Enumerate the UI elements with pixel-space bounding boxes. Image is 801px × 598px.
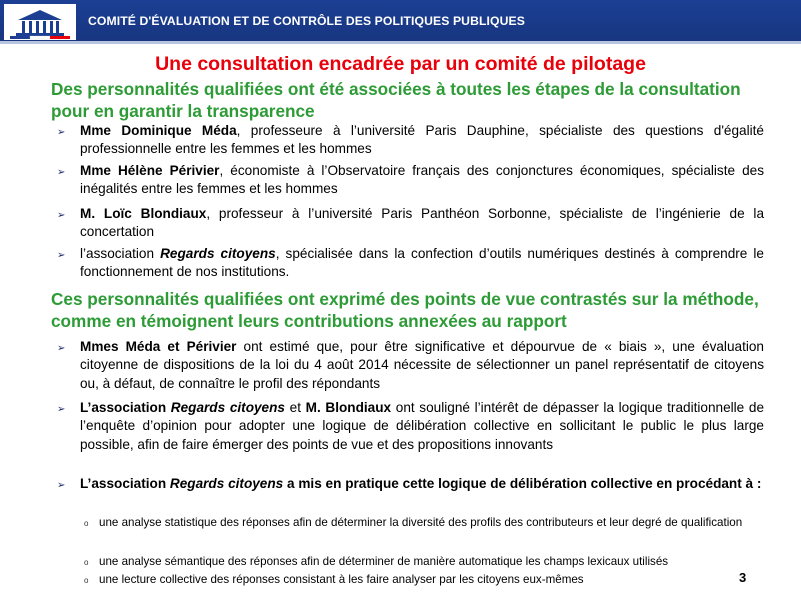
bullet-text: et: [284, 400, 306, 415]
sub-bullet-marker: o: [84, 576, 89, 585]
assemblee-nationale-logo-icon: [4, 4, 76, 40]
bullet-text: , spécialisée dans la confection d’outils numériques destinés à comprendre le fonctionnement de nos institutions.: [80, 246, 764, 280]
bullet-marker: ➢: [57, 167, 66, 178]
bullet-name: L’association: [80, 400, 171, 415]
bullet-text: L’association: [80, 476, 170, 491]
slide-header: [0, 0, 801, 44]
bullet-org: Regards citoyens: [160, 246, 276, 261]
bullet-marker: ➢: [57, 480, 66, 491]
bullet-item: [80, 338, 764, 393]
bullet-org: Regards citoyens: [170, 400, 285, 415]
sub-list-item: une analyse statistique des réponses afin de déterminer la diversité des profils des contributeurs et leur degré de qualification: [99, 516, 743, 529]
bullet-item: [80, 399, 764, 454]
bullet-marker: ➢: [57, 343, 66, 354]
bullet-marker: ➢: [57, 250, 66, 261]
bullet-org: Regards citoyens: [169, 476, 284, 491]
bullet-text: , professeur à l’université Paris Panthéon Sorbonne, spécialiste de l’ingénierie de la concertation: [80, 206, 764, 240]
bullet-text: ont souligné l’intérêt de dépasser la logique traditionnelle de l’enquête d’opinion pour adopter une logique de délibération collective en sollicitant le public le plus large possible, afin de faire émerger des points de vue et des propositions innovants: [80, 400, 765, 452]
page-number: 3: [739, 570, 747, 585]
slide-title: Une consultation encadrée par un comité de pilotage: [155, 53, 646, 75]
header-title: COMITÉ D'ÉVALUATION ET DE CONTRÔLE DES POLITIQUES PUBLIQUES: [88, 14, 525, 28]
bullet-marker: ➢: [57, 404, 66, 415]
bullet-item: [80, 162, 764, 199]
bullet-name: M. Loïc Blondiaux: [80, 206, 207, 221]
bullet-item: [80, 205, 764, 242]
sub-bullet-marker: o: [84, 519, 89, 528]
bullet-text: , économiste à l’Observatoire français des conjonctures économiques, spécialiste des inégalités entre les femmes et les hommes: [80, 163, 764, 197]
bullet-text: ont estimé que, pour être significative et dépourvue de « biais », une évaluation citoyenne de dispositions de la loi du 4 août 2014 nécessite de sélectionner un panel représentatif de citoyens ou, à défaut, de connaître le profil des répondants: [80, 339, 764, 391]
bullet-item: [80, 245, 764, 282]
section-heading-2: Ces personnalités qualifiées ont exprimé des points de vue contrastés sur la méthode, comme en témoignent leurs contributions annexées au rapport: [51, 289, 759, 331]
sub-list-item: une analyse sémantique des réponses afin de déterminer de manière automatique les champs lexicaux utilisés: [99, 555, 669, 568]
bullet-item: [80, 475, 764, 493]
bullet-text: a mis en pratique cette logique de délibération collective en procédant à :: [283, 476, 762, 491]
bullet-marker: ➢: [57, 210, 66, 221]
bullet-marker: ➢: [57, 127, 66, 138]
bullet-text: l’association: [80, 246, 161, 261]
bullet-name: Mme Hélène Périvier: [80, 163, 220, 178]
bullet-name: M. Blondiaux: [305, 400, 392, 415]
sub-list-item: une lecture collective des réponses consistant à les faire analyser par les citoyens eux-mêmes: [99, 573, 584, 586]
section-heading-1: Des personnalités qualifiées ont été associées à toutes les étapes de la consultation pour en garantir la transparence: [51, 79, 741, 121]
bullet-name: Mmes Méda et Périvier: [80, 339, 237, 354]
sub-bullet-marker: o: [84, 558, 89, 567]
bullet-text: , professeure à l’université Paris Dauphine, spécialiste des questions d'égalité professionnelle entre les femmes et les hommes: [80, 123, 764, 157]
bullet-item: [80, 122, 764, 159]
header-divider: [0, 41, 801, 44]
bullet-name: Mme Dominique Méda: [80, 123, 237, 138]
